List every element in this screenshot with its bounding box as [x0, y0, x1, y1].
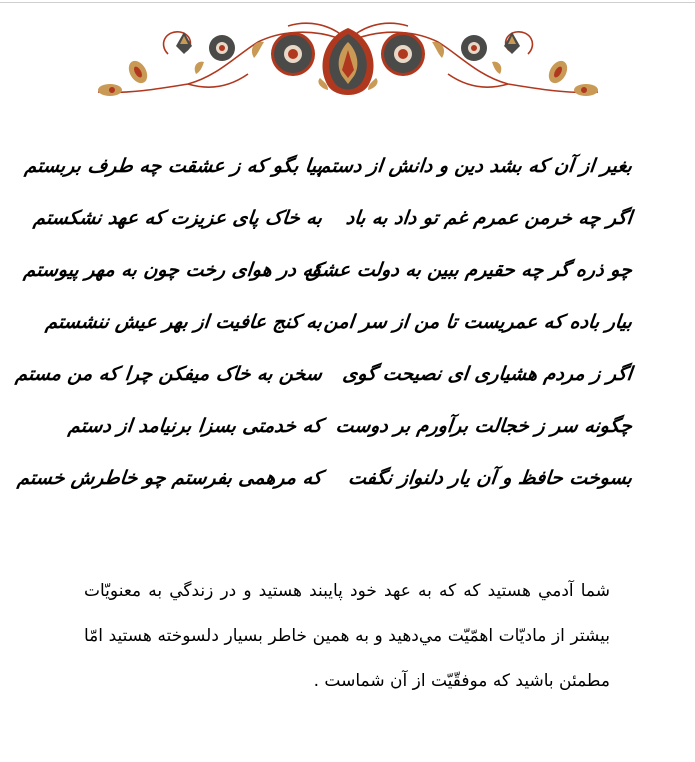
poem-column-second-hemistichs	[14, 140, 324, 504]
verse-line: چو ذره گر چه حقیرم ببین به دولت عشق	[305, 259, 634, 281]
verse-line: به خاک پای عزیزت که عهد نشکستم	[32, 207, 324, 229]
verse-line: بیا بگو که ز عشقت چه طرف بربستم	[23, 155, 324, 177]
top-divider	[0, 2, 695, 3]
poem-column-first-hemistichs	[305, 140, 634, 504]
verse-line: به کنج عافیت از بهر عیش ننشستم	[44, 311, 324, 333]
floral-ornament-header	[88, 14, 608, 100]
verse-line: چگونه سر ز خجالت برآورم بر دوست	[334, 415, 634, 437]
ghazal-poem	[14, 140, 634, 510]
floral-ornament-icon	[88, 14, 608, 100]
verse-line: که در هوای رخت چون به مهر پیوستم	[22, 259, 324, 281]
verse-line: که مرهمی بفرستم چو خاطرش خستم	[16, 467, 324, 489]
verse-line: بغیر از آن که بشد دین و دانش از دستم	[317, 155, 634, 177]
verse-line: اگر چه خرمن عمرم غم تو داد به باد	[344, 207, 634, 229]
verse-line: اگر ز مردم هشیاری ای نصیحت گوی	[341, 363, 634, 385]
interpretation-paragraph: شما آدمي هستيد كه كه به عهد خود پايبند هستيد و در زندگي به معنويّات بيشتر از ماديّات اهمّيّت مي‌دهيد و به همين خاطر بسيار دلسوخته هستيد امّا مطمئن باشيد كه موفقّيّت از آن شماست .	[84, 581, 610, 691]
verse-line: سخن به خاک میفکن چرا که من مستم	[14, 363, 324, 385]
verse-line: که خدمتی بسزا برنیامد از دستم	[67, 415, 324, 437]
verse-line: بسوخت حافظ و آن یار دلنواز نگفت	[347, 467, 634, 489]
verse-line: بیار باده که عمریست تا من از سر امن	[323, 311, 634, 333]
